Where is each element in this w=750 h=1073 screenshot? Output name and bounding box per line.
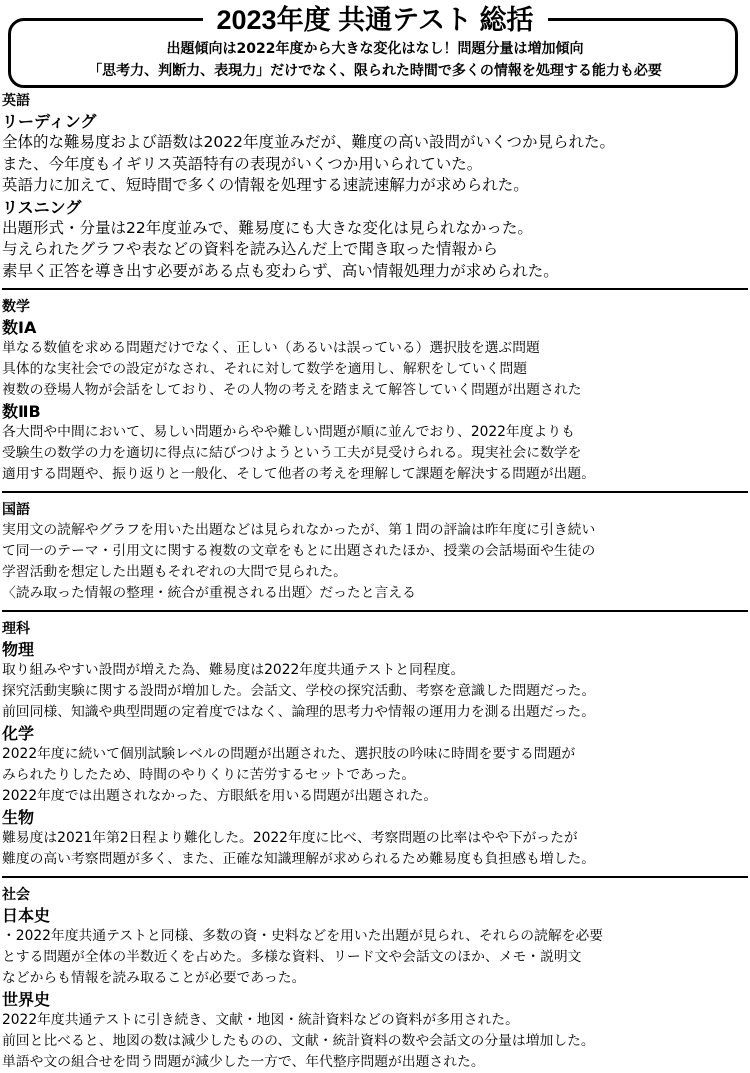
text-line: 2022年度では出題されなかった、方眼紙を用いる問題が出題された。 xyxy=(2,788,438,804)
text-line: 全体的な難易度および語数は2022年度並みだが、難度の高い設問がいくつか見られた。 xyxy=(2,133,615,151)
text-line: 難易度は2021年第2日程より難化した。2022年度に比べ、考察問題の比率はやや下がったが xyxy=(2,830,578,846)
text-line: とする問題が全体の半数近くを占めた。多様な資料、リード文や会話文のほか、メモ・説明文 xyxy=(2,949,582,965)
subject-label-social: 社会 xyxy=(2,887,30,903)
subsection-title-math-ia: 数ⅠA xyxy=(2,318,37,337)
divider xyxy=(2,491,748,493)
page-title-text: 2023年度 共通テスト 総括 xyxy=(203,5,548,35)
subject-label-english: 英語 xyxy=(2,93,30,109)
text-line: 学習活動を想定した出題もそれぞれの大問で見られた。 xyxy=(2,564,347,580)
section-math xyxy=(2,298,748,485)
text-line: 英語力に加えて、短時間で多くの情報を処理する速読速解力が求められた。 xyxy=(2,176,529,194)
text-line: 前回同様、知識や典型問題の定着度ではなく、論理的思考力や情報の運用力を測る出題だった。 xyxy=(2,704,595,720)
section-social xyxy=(2,886,748,1073)
content xyxy=(2,92,748,1073)
text-line: 単語や文の組合せを問う問題が減少した一方で、年代整序問題が出題された。 xyxy=(2,1054,485,1070)
text-line: 前回と比べると、地図の数は減少したものの、文献・統計資料の数や会話文の分量は増加した。 xyxy=(2,1033,595,1049)
text-line: 実用文の読解やグラフを用いた出題などは見られなかったが、第１問の評論は昨年度に引き続い xyxy=(2,522,596,538)
subsection-title-reading: リーディング xyxy=(2,112,97,131)
page-title xyxy=(0,4,750,36)
divider xyxy=(2,288,748,290)
page-subtitle: 出題傾向は2022年度から大きな変化はなし！問題分量は増加傾向 xyxy=(166,41,584,57)
text-line: 取り組みやすい設問が増えた為、難易度は2022年度共通テストと同程度。 xyxy=(2,662,465,678)
text-line: 適用する問題や、振り返りと一般化、そして他者の考えを理解して課題を解決する問題が出題。 xyxy=(2,466,595,482)
text-line: 受験生の数学の力を適切に得点に結びつけようという工夫が見受けられる。現実社会に数学を xyxy=(2,445,582,461)
divider xyxy=(2,876,748,878)
text-line: また、今年度もイギリス英語特有の表現がいくつか用いられていた。 xyxy=(2,154,483,173)
section-english xyxy=(2,92,748,282)
text-line: 素早く正答を導き出す必要がある点も変わらず、高い情報処理力が求められた。 xyxy=(2,261,559,280)
section-science xyxy=(2,620,748,870)
text-line: 具体的な実社会での設定がなされ、それに対して数学を適用し、解釈をしていく問題 xyxy=(2,361,528,377)
text-line: 2022年度に続いて個別試験レベルの問題が出題された、選択肢の吟味に時間を要する問題が xyxy=(2,746,576,762)
subsection-title-physics: 物理 xyxy=(2,640,35,659)
text-line: 出題形式・分量は22年度並みで、難易度にも大きな変化は見られなかった。 xyxy=(2,218,533,237)
subsection-title-listening: リスニング xyxy=(2,197,82,217)
section-japanese xyxy=(2,501,748,604)
subsection-title-math-iib: 数ⅡB xyxy=(2,402,41,421)
page-subtitle-2: 「思考力、判断力、表現力」だけでなく、限られた時間で多くの情報を処理する能力も必要 xyxy=(88,63,662,79)
text-line: 探究活動実験に関する設問が増加した。会話文、学校の探究活動、考察を意識した問題だった。 xyxy=(2,683,596,699)
subsection-title-world-history: 世界史 xyxy=(2,990,51,1009)
subject-label-math: 数学 xyxy=(2,299,30,315)
subject-label-science: 理科 xyxy=(2,621,30,637)
text-line: 2022年度共通テストに引き続き、文献・地図・統計資料などの資料が多用された。 xyxy=(2,1012,519,1028)
text-line: 単なる数値を求める問題だけでなく、正しい（あるいは誤っている）選択肢を選ぶ問題 xyxy=(2,340,540,356)
divider xyxy=(2,610,748,612)
text-line: 〈読み取った情報の整理・統合が重視される出題〉だったと言える xyxy=(2,585,416,601)
text-line: て同一のテーマ・引用文に関する複数の文章をもとに出題されたほか、授業の会話場面や生徒の xyxy=(2,543,596,559)
text-line: 難度の高い考察問題が多く、また、正確な知識理解が求められるため難易度も負担感も増した。 xyxy=(2,851,595,867)
subsection-title-biology: 生物 xyxy=(2,808,35,827)
text-line: 各大問や中間において、易しい問題からやや難しい問題が順に並んでおり、2022年度よりも xyxy=(2,424,575,440)
text-line: 複数の登場人物が会話をしており、その人物の考えを踏まえて解答していく問題が出題された xyxy=(2,382,582,398)
subsection-title-chemistry: 化学 xyxy=(2,724,35,743)
subsection-title-japanese-history: 日本史 xyxy=(2,906,51,925)
text-line: 与えられたグラフや表などの資料を読み込んだ上で聞き取った情報から xyxy=(2,240,499,258)
text-line: ・2022年度共通テストと同様、多数の資・史料などを用いた出題が見られ、それらの読解を必要 xyxy=(2,928,604,944)
text-line: などからも情報を読み取ることが必要であった。 xyxy=(2,970,306,986)
subject-label-japanese: 国語 xyxy=(2,502,30,518)
text-line: みられたりしたため、時間のやりくりに苦労するセットであった。 xyxy=(2,767,416,783)
